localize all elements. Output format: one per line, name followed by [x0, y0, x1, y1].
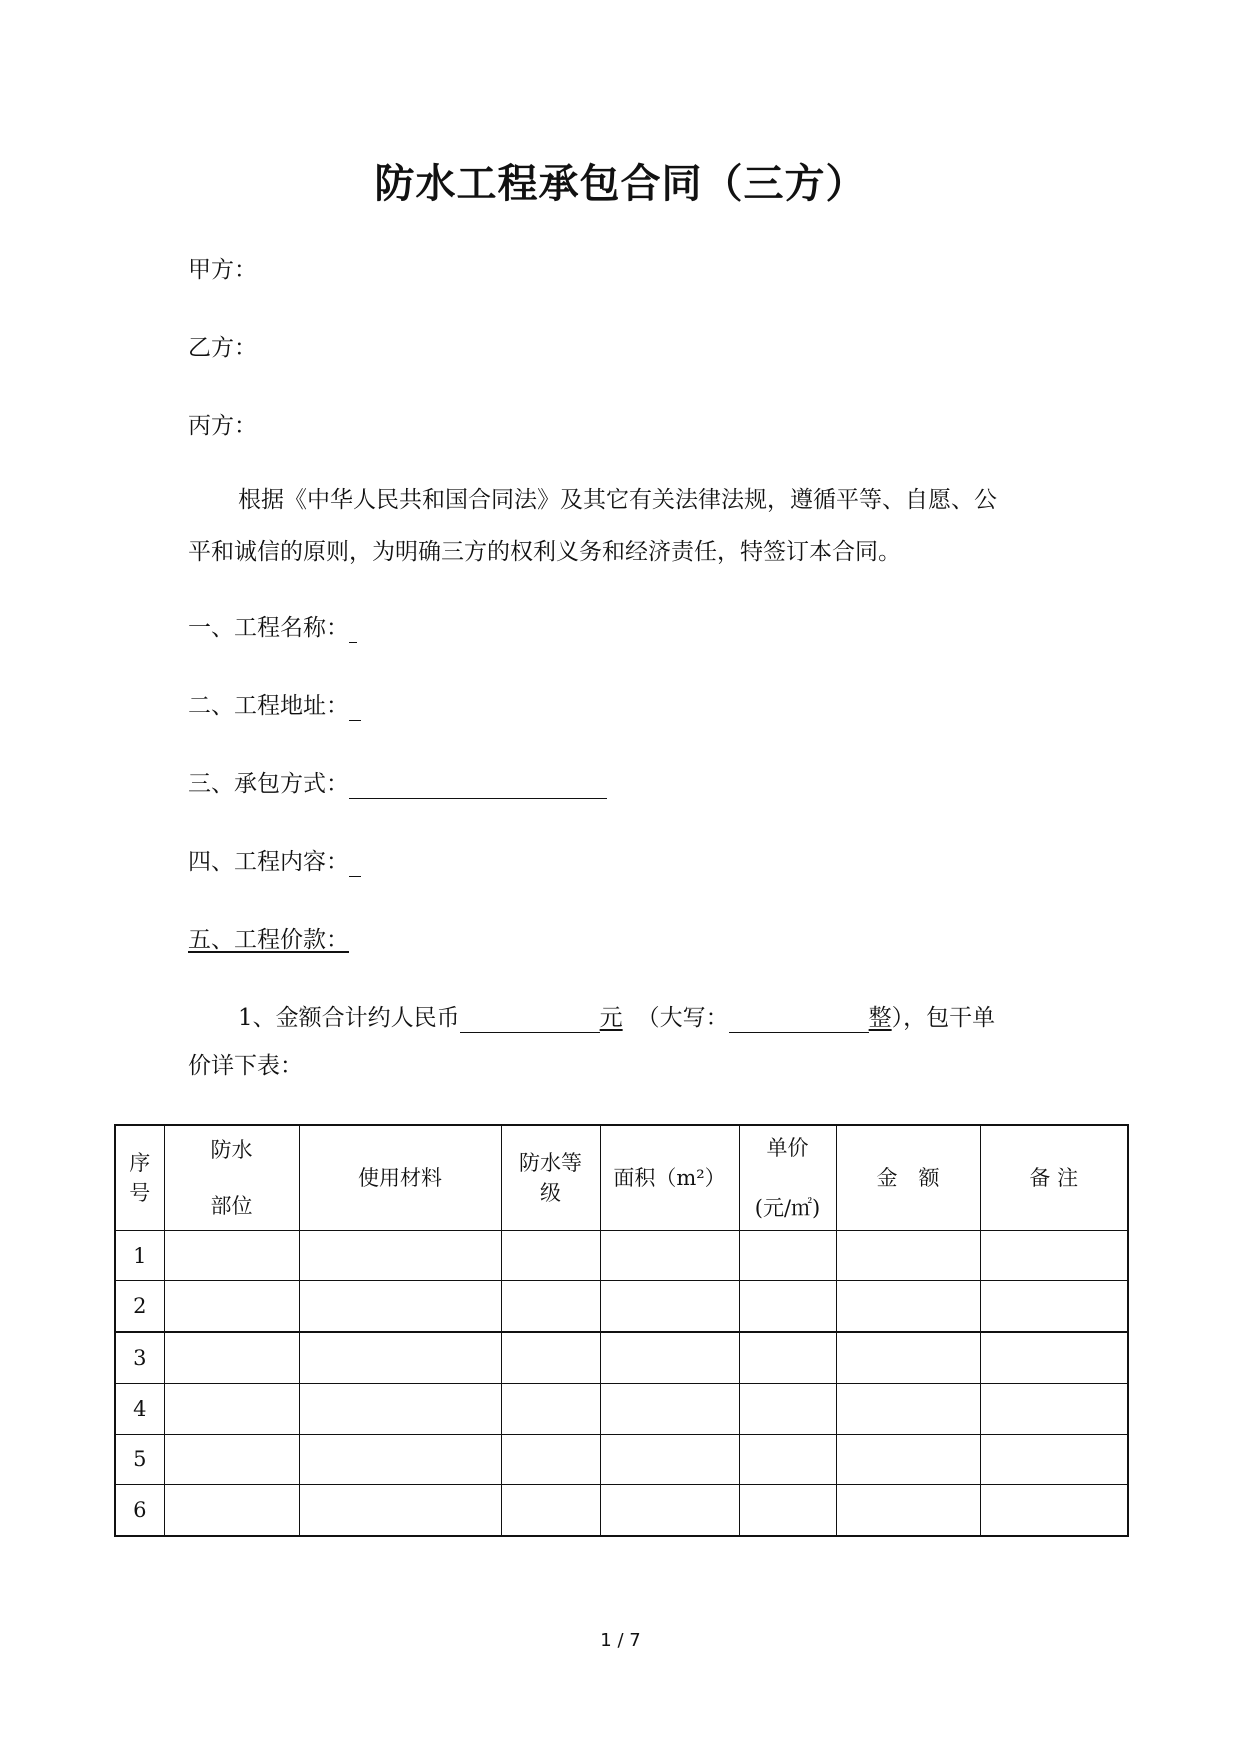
header-amount: 金 额	[836, 1125, 980, 1231]
cell-part[interactable]	[164, 1332, 299, 1383]
cell-note[interactable]	[980, 1434, 1128, 1484]
yuan-label: 元	[599, 1005, 623, 1031]
cell-material[interactable]	[299, 1281, 501, 1332]
header-part-bottom: 部位	[210, 1194, 253, 1218]
header-seq	[115, 1125, 164, 1231]
cell-unit-price[interactable]	[739, 1434, 836, 1484]
price-line-1	[238, 1003, 995, 1033]
table-row	[115, 1332, 1128, 1383]
cell-area[interactable]	[600, 1384, 739, 1434]
project-name-blank	[349, 620, 357, 643]
header-grade-bottom: 级	[540, 1181, 561, 1205]
clause-project-content	[188, 847, 361, 877]
clause-project-name	[188, 613, 357, 643]
table-row	[115, 1384, 1128, 1434]
daxie-blank	[729, 1010, 869, 1033]
cell-area[interactable]	[600, 1231, 739, 1281]
header-unit-bottom: (元/㎡)	[754, 1196, 821, 1220]
zheng-label: 整	[868, 1005, 892, 1031]
header-part	[164, 1125, 299, 1231]
row-number: 5	[115, 1434, 164, 1484]
clause-project-price: 五、工程价款：	[188, 927, 349, 953]
cell-amount[interactable]	[836, 1434, 980, 1484]
cell-material[interactable]	[299, 1434, 501, 1484]
price-prefix: 1、金额合计约人民币	[238, 1005, 460, 1031]
cell-note[interactable]	[980, 1281, 1128, 1332]
page-number: 1 / 7	[600, 1630, 641, 1651]
price-line-2: 价详下表：	[188, 1053, 303, 1079]
party-c-label: 丙方：	[188, 413, 257, 439]
party-b-label: 乙方：	[188, 335, 257, 361]
cell-grade[interactable]	[501, 1434, 600, 1484]
clause-contract-method	[188, 769, 607, 799]
cell-part[interactable]	[164, 1281, 299, 1332]
project-address-blank	[349, 698, 361, 721]
cell-area[interactable]	[600, 1281, 739, 1332]
cell-material[interactable]	[299, 1485, 501, 1536]
cell-amount[interactable]	[836, 1332, 980, 1383]
cell-material[interactable]	[299, 1332, 501, 1383]
table-header-row	[115, 1125, 1128, 1231]
header-unit-top: 单价	[766, 1136, 809, 1160]
header-unit-price	[739, 1125, 836, 1231]
cell-amount[interactable]	[836, 1485, 980, 1536]
cell-amount[interactable]	[836, 1384, 980, 1434]
cell-unit-price[interactable]	[739, 1332, 836, 1383]
header-seq-top: 序	[129, 1151, 151, 1175]
header-grade-top: 防水等	[519, 1151, 582, 1175]
cell-material[interactable]	[299, 1384, 501, 1434]
cell-area[interactable]	[600, 1434, 739, 1484]
amount-blank	[460, 1010, 600, 1033]
cell-part[interactable]	[164, 1384, 299, 1434]
project-content-blank	[349, 854, 361, 877]
table-row	[115, 1231, 1128, 1281]
cell-grade[interactable]	[501, 1485, 600, 1536]
table-row	[115, 1485, 1128, 1536]
party-a-label: 甲方：	[188, 257, 257, 283]
cell-area[interactable]	[600, 1332, 739, 1383]
contract-method-blank	[349, 776, 607, 799]
table-row	[115, 1434, 1128, 1484]
row-number: 4	[115, 1384, 164, 1434]
cell-note[interactable]	[980, 1485, 1128, 1536]
preamble-line-1: 根据《中华人民共和国合同法》及其它有关法律法规，遵循平等、自愿、公	[238, 487, 997, 513]
header-note: 备 注	[980, 1125, 1128, 1231]
cell-note[interactable]	[980, 1332, 1128, 1383]
price-suffix: ），包干单	[891, 1005, 996, 1031]
clause-project-address-label: 二、工程地址：	[188, 693, 349, 719]
daxie-label: （大写：	[636, 1005, 729, 1031]
cell-grade[interactable]	[501, 1384, 600, 1434]
header-seq-bottom: 号	[129, 1181, 151, 1205]
preamble-line-2: 平和诚信的原则，为明确三方的权利义务和经济责任，特签订本合同。	[188, 539, 901, 565]
cell-part[interactable]	[164, 1231, 299, 1281]
cell-note[interactable]	[980, 1231, 1128, 1281]
row-number: 6	[115, 1485, 164, 1536]
cell-unit-price[interactable]	[739, 1384, 836, 1434]
cell-unit-price[interactable]	[739, 1281, 836, 1332]
header-part-top: 防水	[210, 1138, 253, 1162]
cell-amount[interactable]	[836, 1281, 980, 1332]
table-row	[115, 1281, 1128, 1332]
row-number: 2	[115, 1281, 164, 1332]
cell-area[interactable]	[600, 1485, 739, 1536]
clause-contract-method-label: 三、承包方式：	[188, 771, 349, 797]
row-number: 3	[115, 1332, 164, 1383]
cell-part[interactable]	[164, 1485, 299, 1536]
header-grade	[501, 1125, 600, 1231]
cell-material[interactable]	[299, 1231, 501, 1281]
cell-grade[interactable]	[501, 1281, 600, 1332]
cell-unit-price[interactable]	[739, 1231, 836, 1281]
clause-project-content-label: 四、工程内容：	[188, 849, 349, 875]
cell-grade[interactable]	[501, 1332, 600, 1383]
price-table	[114, 1124, 1129, 1537]
cell-unit-price[interactable]	[739, 1485, 836, 1536]
cell-note[interactable]	[980, 1384, 1128, 1434]
header-area: 面积（m²）	[600, 1125, 739, 1231]
clause-project-address	[188, 691, 361, 721]
row-number: 1	[115, 1231, 164, 1281]
clause-project-name-label: 一、工程名称：	[188, 615, 349, 641]
cell-part[interactable]	[164, 1434, 299, 1484]
cell-grade[interactable]	[501, 1231, 600, 1281]
header-material: 使用材料	[299, 1125, 501, 1231]
cell-amount[interactable]	[836, 1231, 980, 1281]
page-title: 防水工程承包合同（三方）	[374, 161, 867, 207]
